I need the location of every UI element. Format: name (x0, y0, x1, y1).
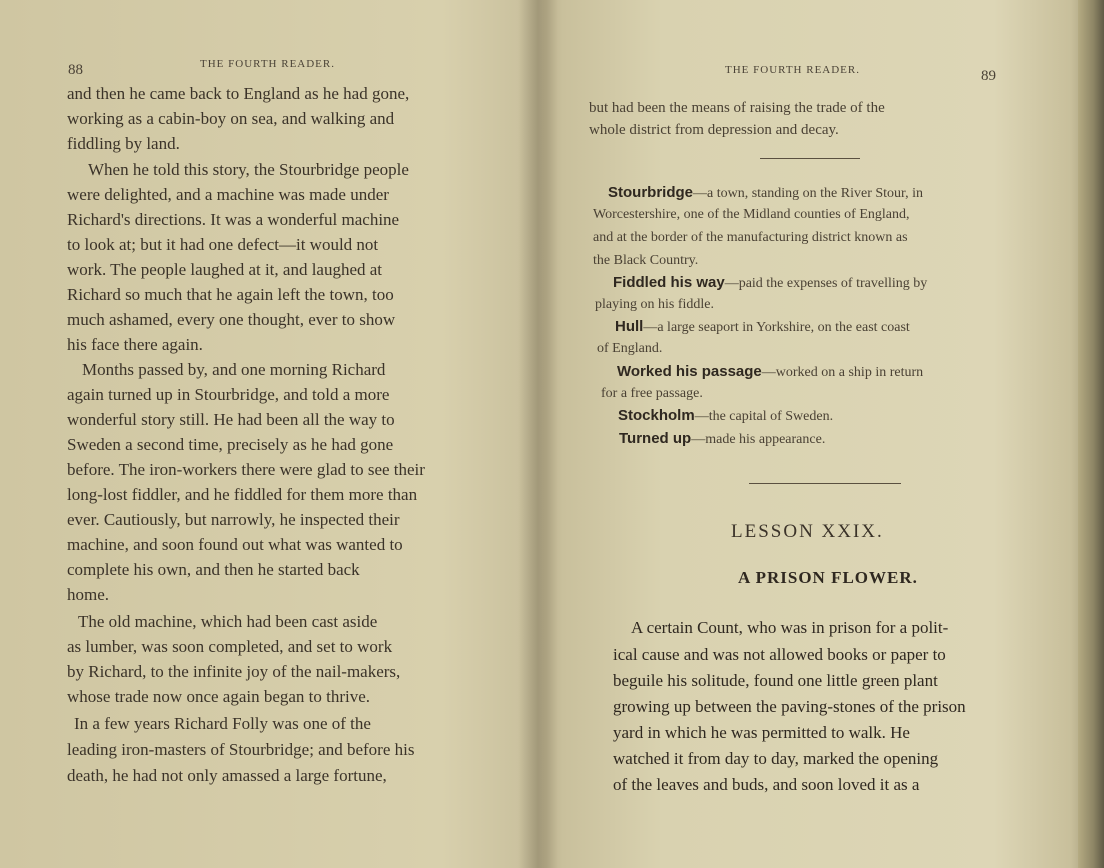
text-line: ical cause and was not allowed books or paper to (613, 645, 946, 664)
text-line: much ashamed, every one thought, ever to show (67, 310, 396, 329)
text-line: and then he came back to England as he had gone, (67, 84, 410, 103)
text-line: long-lost fiddler, and he fiddled for them more than (67, 485, 418, 504)
text-line: again turned up in Stourbridge, and told a more (67, 385, 390, 404)
text-line: home. (67, 585, 110, 604)
text-line: When he told this story, the Stourbridge people (88, 160, 409, 179)
text-line: but had been the means of raising the trade of the (589, 100, 885, 116)
glossary-line: Worcestershire, one of the Midland counties of England, (593, 207, 910, 222)
text-line: leading iron-masters of Stourbridge; and before his (67, 740, 415, 759)
glossary-line: Stockholm—the capital of Sweden. (618, 407, 834, 424)
text-line: as lumber, was soon completed, and set to work (67, 637, 393, 656)
glossary-line: the Black Country. (593, 253, 699, 268)
glossary-line: Hull—a large seaport in Yorkshire, on the east coast (615, 318, 910, 335)
glossary-line: playing on his fiddle. (595, 297, 714, 312)
text-line: working as a cabin-boy on sea, and walking and (67, 109, 395, 128)
glossary-line: and at the border of the manufacturing district known as (593, 230, 908, 245)
text-line: yard in which he was permitted to walk. He (613, 723, 910, 742)
text-line: Months passed by, and one morning Richard (82, 360, 386, 379)
text-line: of the leaves and buds, and soon loved it as a (613, 775, 920, 794)
left-running-head: THE FOURTH READER. (200, 58, 335, 70)
glossary-line: Stourbridge—a town, standing on the River Stour, in (608, 184, 924, 201)
text-line: watched it from day to day, marked the opening (613, 749, 939, 768)
text-line: were delighted, and a machine was made under (67, 185, 389, 204)
text-line: whose trade now once again began to thrive. (67, 687, 371, 706)
text-line: complete his own, and then he started back (67, 560, 360, 579)
text-line: A certain Count, who was in prison for a polit- (631, 618, 949, 637)
page-edges (1078, 0, 1104, 868)
text-line: his face there again. (67, 335, 203, 354)
text-line: death, he had not only amassed a large fortune, (67, 766, 387, 785)
glossary-line: for a free passage. (601, 386, 703, 401)
right-page (555, 0, 1075, 868)
right-running-head: THE FOURTH READER. (725, 64, 860, 76)
text-line: wonderful story still. He had been all the way to (67, 410, 395, 429)
text-line: before. The iron-workers there were glad to see their (67, 460, 425, 479)
text-line: ever. Cautiously, but narrowly, he inspected their (67, 510, 400, 529)
story-title: A PRISON FLOWER. (738, 568, 918, 587)
text-line: beguile his solitude, found one little green plant (613, 671, 938, 690)
text-line: fiddling by land. (67, 134, 180, 153)
left-page (0, 0, 545, 868)
lesson-title: LESSON XXIX. (731, 521, 884, 542)
glossary-line: Turned up—made his appearance. (619, 430, 826, 447)
text-line: by Richard, to the infinite joy of the nail-makers, (67, 662, 401, 681)
text-line: whole district from depression and decay. (589, 122, 839, 138)
text-line: to look at; but it had one defect—it would not (67, 235, 379, 254)
section-divider (760, 158, 860, 159)
text-line: growing up between the paving-stones of the prison (613, 697, 966, 716)
text-line: work. The people laughed at it, and laughed at (67, 260, 383, 279)
section-divider (749, 483, 901, 484)
text-line: In a few years Richard Folly was one of the (74, 714, 371, 733)
right-page-number: 89 (981, 68, 996, 84)
glossary-line: Fiddled his way—paid the expenses of travelling by (613, 274, 928, 291)
left-page-number: 88 (68, 62, 83, 78)
glossary-line: Worked his passage—worked on a ship in return (617, 363, 924, 380)
glossary-line: of England. (597, 341, 663, 356)
text-line: Richard so much that he again left the town, too (67, 285, 394, 304)
text-line: Sweden a second time, precisely as he had gone (67, 435, 394, 454)
text-line: Richard's directions. It was a wonderful machine (67, 210, 400, 229)
text-line: machine, and soon found out what was wanted to (67, 535, 403, 554)
text-line: The old machine, which had been cast aside (78, 612, 378, 631)
